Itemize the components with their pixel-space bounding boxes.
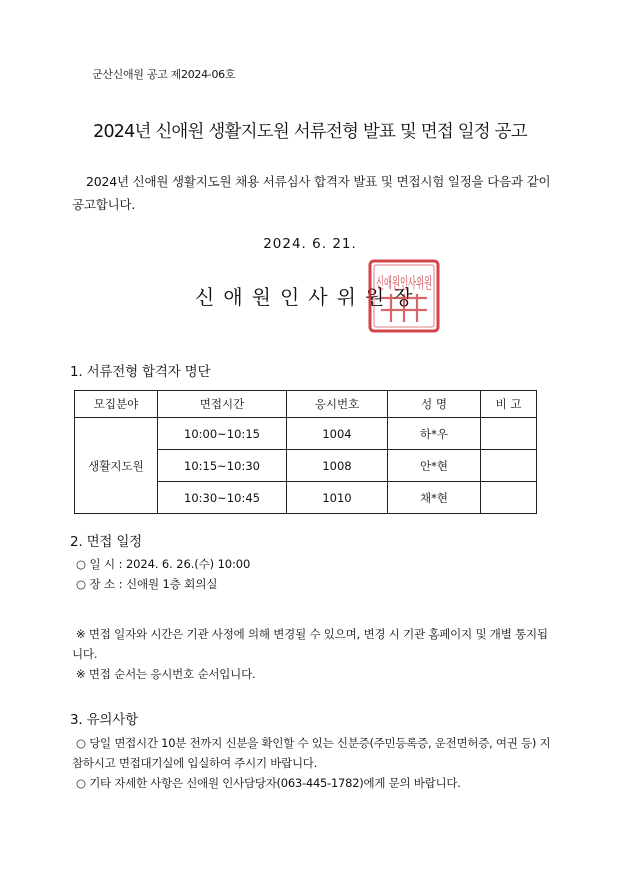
- name-cell: 안*현: [388, 450, 481, 482]
- section2-heading: 2. 면접 일정: [70, 534, 143, 550]
- remark-cell: [481, 418, 537, 450]
- section3-heading: 3. 유의사항: [70, 712, 138, 728]
- caution-contact-item: ○ 기타 자세한 사항은 신애원 인사담당자(063-445-1782)에게 문의 바랍니다.: [76, 776, 461, 790]
- remark-cell: [481, 482, 537, 514]
- intro-paragraph: 2024년 신애원 생활지도원 채용 서류심사 합격자 발표 및 면접시험 일정을 다음과 같이 공고합니다.: [72, 174, 551, 212]
- schedule-change-note: ※ 면접 일자와 시간은 기관 사정에 의해 변경될 수 있으며, 변경 시 기관 홈페이지 및 개별 통지됩니다.: [72, 627, 548, 661]
- caution-id-item: ○ 당일 면접시간 10분 전까지 신분을 확인할 수 있는 신분증(주민등록증, 운전면허증, 여권 등) 지참하시고 면접대기실에 입실하여 주시기 바랍니다.: [72, 736, 551, 770]
- time-cell: 10:30~10:45: [158, 482, 287, 514]
- field-cell: 생활지도원: [75, 418, 158, 514]
- time-cell: 10:15~10:30: [158, 450, 287, 482]
- number-cell: 1008: [287, 450, 388, 482]
- interview-place: ○ 장 소 : 신애원 1층 회의실: [76, 577, 218, 591]
- announcement-date: 2024. 6. 21.: [263, 236, 357, 252]
- applicant-table: [74, 390, 537, 514]
- notice-number: 군산신애원 공고 제2024-06호: [92, 68, 236, 81]
- header-remark: 비 고: [481, 391, 537, 418]
- time-cell: 10:00~10:15: [158, 418, 287, 450]
- number-cell: 1004: [287, 418, 388, 450]
- seal-text: 신애원인사위원: [376, 274, 432, 292]
- order-note: ※ 면접 순서는 응시번호 순서입니다.: [76, 667, 256, 681]
- table-header-row: [75, 391, 537, 418]
- page-title: 2024년 신애원 생활지도원 서류전형 발표 및 면접 일정 공고: [93, 122, 527, 142]
- name-cell: 채*현: [388, 482, 481, 514]
- header-number: 응시번호: [287, 391, 388, 418]
- header-field: 모집분야: [75, 391, 158, 418]
- number-cell: 1010: [287, 482, 388, 514]
- committee-name: 신애원인사위원장: [195, 285, 422, 309]
- table-row: [75, 418, 537, 450]
- interview-datetime: ○ 일 시 : 2024. 6. 26.(수) 10:00: [76, 557, 251, 571]
- header-name: 성 명: [388, 391, 481, 418]
- header-time: 면접시간: [158, 391, 287, 418]
- section1-heading: 1. 서류전형 합격자 명단: [70, 364, 211, 380]
- remark-cell: [481, 450, 537, 482]
- name-cell: 하*우: [388, 418, 481, 450]
- official-seal-icon: [367, 258, 441, 334]
